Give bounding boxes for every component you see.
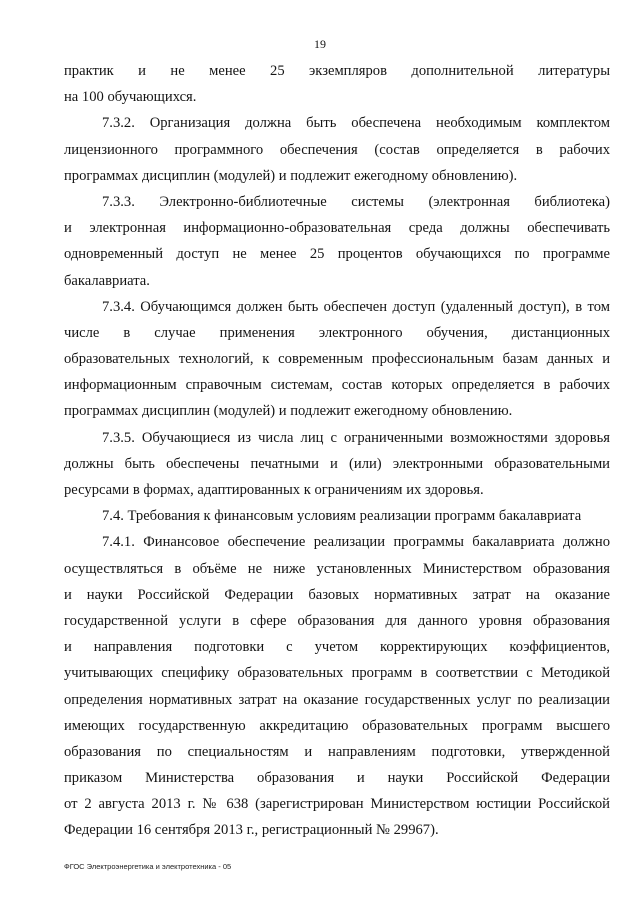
paragraph-7-3-3	[64, 189, 610, 294]
text-line: одновременный доступ не менее 25 процентов обучающихся по программе	[64, 246, 610, 263]
page-number: 19	[314, 37, 326, 51]
text-line: от 2 августа 2013 г. № 638 (зарегистрирован Министерством юстиции Российской	[64, 796, 610, 813]
text-line: государственной услуги в сфере образования для данного уровня образования	[64, 612, 610, 629]
text-line: приказом Министерства образования и науки Российской Федерации	[64, 770, 610, 787]
paragraph-7-4-1	[64, 529, 610, 843]
text-line: определения нормативных затрат на оказание государственных услуг по реализации	[64, 691, 610, 708]
text-line: должны быть обеспечены печатными и (или) электронными образовательными	[64, 455, 610, 472]
text-line: 7.3.3. Электронно-библиотечные системы (электронная библиотека)	[102, 193, 610, 210]
section-heading-7-4	[64, 503, 610, 529]
text-line: и направления подготовки с учетом корректирующих коэффициентов,	[64, 639, 610, 656]
text-line: образования по специальностям и направлениям подготовки, утвержденной	[64, 743, 610, 760]
text-line: информационным справочным системам, состав которых определяется в рабочих	[64, 377, 610, 394]
text-line: программах дисциплин (модулей) и подлежит ежегодному обновлению).	[64, 167, 518, 184]
text-line: 7.4.1. Финансовое обеспечение реализации программы бакалавриата должно	[102, 534, 610, 551]
text-line: образовательных технологий, к современным профессиональным базам данных и	[64, 351, 610, 368]
text-line: осуществляться в объёме не ниже установленных Министерством образования	[64, 560, 610, 577]
text-line: 7.3.5. Обучающиеся из числа лиц с ограниченными возможностями здоровья	[102, 429, 610, 446]
text-line: числе в случае применения электронного обучения, дистанционных	[64, 324, 610, 341]
text-line: бакалавриата.	[64, 272, 150, 289]
page-footer: ФГОС Электроэнергетика и электротехника - 05	[64, 862, 232, 871]
text-line: программах дисциплин (модулей) и подлежит ежегодному обновлению.	[64, 403, 513, 420]
paragraph-7-3-4	[64, 294, 610, 425]
text-line: и науки Российской Федерации базовых нормативных затрат на оказание	[64, 586, 610, 603]
text-line: 7.3.4. Обучающимся должен быть обеспечен доступ (удаленный доступ), в том	[102, 298, 610, 315]
paragraph-7-3-2	[64, 110, 610, 189]
text-line: имеющих государственную аккредитацию образовательных программ высшего	[64, 717, 610, 734]
text-line: Федерации 16 сентября 2013 г., регистрационный № 29967).	[64, 822, 439, 839]
text-line: и электронная информационно-образовательная среда должны обеспечивать	[64, 220, 610, 237]
text-line: учитывающих специфику образовательных программ в соответствии с Методикой	[64, 665, 610, 682]
paragraph-literature	[64, 58, 610, 110]
text-line: 7.4. Требования к финансовым условиям реализации программ бакалавриата	[102, 508, 582, 525]
text-line: 7.3.2. Организация должна быть обеспечена необходимым комплектом	[102, 115, 610, 132]
paragraph-7-3-5	[64, 425, 610, 504]
text-line: практик и не менее 25 экземпляров дополнительной литературы	[64, 63, 610, 79]
text-line: лицензионного программного обеспечения (состав определяется в рабочих	[64, 141, 610, 158]
text-line: ресурсами в формах, адаптированных к ограничениям их здоровья.	[64, 482, 484, 498]
text-line: на 100 обучающихся.	[64, 89, 197, 106]
document-body	[64, 58, 610, 844]
